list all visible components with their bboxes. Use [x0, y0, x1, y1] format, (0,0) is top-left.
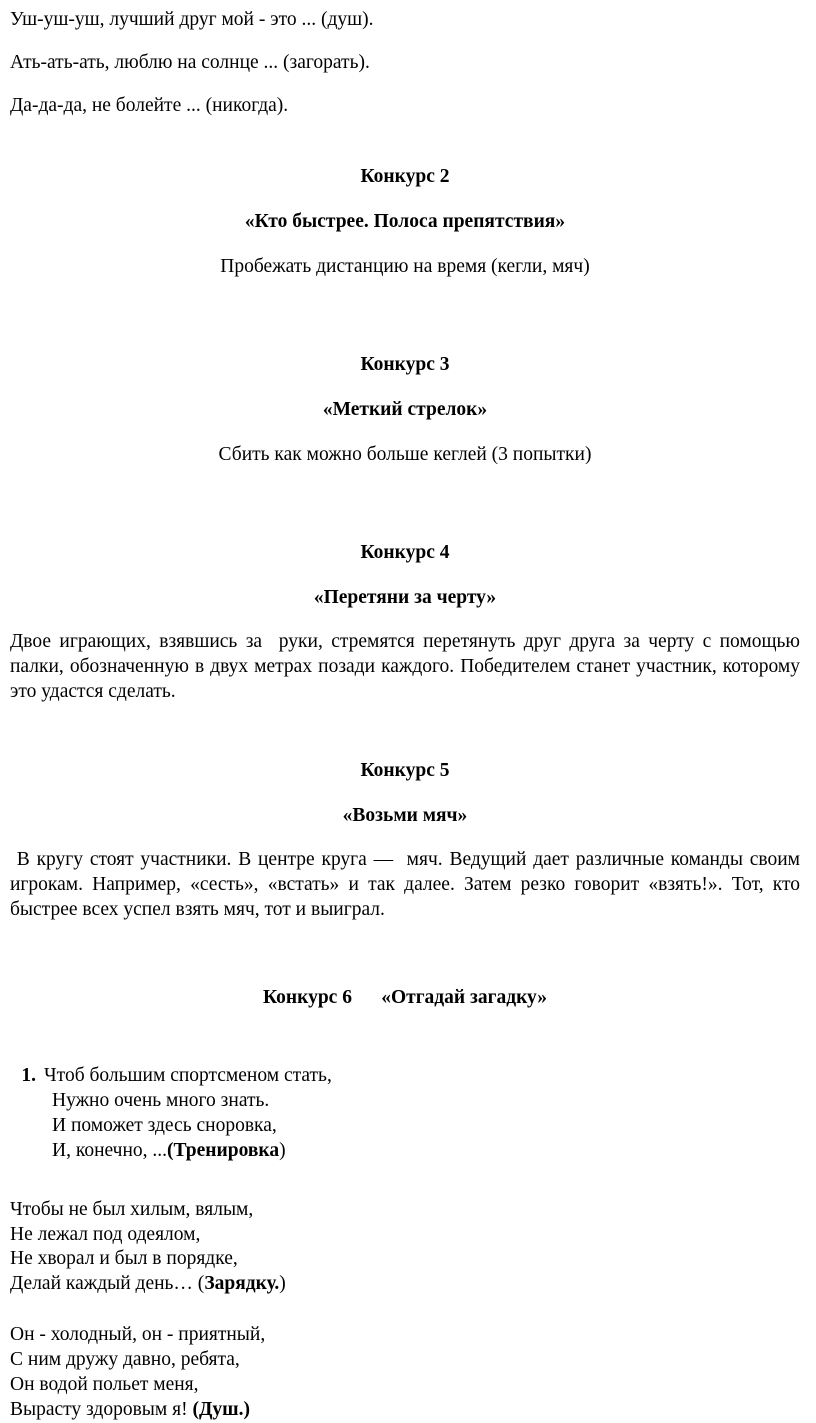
contest-4-title: Конкурс 4 [360, 542, 450, 564]
riddle-2-answer-suffix: ) [279, 1273, 286, 1295]
contest-3-name: «Меткий стрелок» [322, 399, 488, 421]
riddle-3-line-2: С ним дружу давно, ребята, [10, 1349, 240, 1371]
contest-4 [10, 540, 805, 705]
riddle-2-line-1: Чтобы не был хилым, вялым, [10, 1198, 254, 1220]
riddle-3-line-3: Он водой польет меня, [10, 1374, 199, 1396]
riddle-1-answer-prefix: И, конечно, ... [52, 1139, 168, 1161]
riddle-3-line-1: Он - холодный, он - приятный, [10, 1324, 266, 1346]
intro-block [10, 8, 800, 119]
riddle-3 [10, 1323, 800, 1423]
spacer [10, 33, 800, 51]
riddle-1-number: 1. [21, 1065, 36, 1087]
riddle-1-line-2: Нужно очень много знать. [52, 1089, 270, 1111]
contest-6-name: «Отгадай загадку» [381, 986, 548, 1008]
intro-line-1: Уш-уш-уш, лучший друг мой - это ... (душ). [10, 9, 374, 30]
contest-5-description: В кругу стоят участники. В центре круга — мяч. Ведущий дает различные команды своим игрокам. Например, «сесть», «встать» и так далее. Затем резко говорит «взять!». Тот, кто быстрее всех успел взять мяч, тот и выиграл. [10, 849, 805, 921]
contest-5 [10, 758, 805, 923]
spacer [10, 76, 800, 94]
contest-2-title: Конкурс 2 [360, 166, 450, 188]
riddle-1 [10, 1063, 800, 1163]
riddle-1-line-1: Чтоб большим спортсменом стать, [44, 1065, 332, 1087]
spacer [10, 1029, 800, 1063]
spacer [10, 1297, 800, 1323]
spacer [10, 1164, 800, 1198]
spacer [10, 299, 800, 333]
contest-4-description: Двое играющих, взявшись за руки, стремятся перетянуть друг друга за черту с помощью палки, обозначенную в двух метрах позади каждого. Победителем станет участник, которому это удастся сделать. [10, 631, 805, 703]
contest-2 [10, 164, 800, 279]
riddle-3-answer-prefix: Вырасту здоровым я! [10, 1399, 193, 1421]
contest-4-name: «Перетяни за черту» [313, 587, 497, 609]
riddle-1-answer-suffix: ) [279, 1139, 286, 1161]
contest-5-name: «Возьми мяч» [342, 805, 468, 827]
riddle-3-answer: (Душ.) [192, 1399, 250, 1421]
contest-5-title: Конкурс 5 [360, 760, 450, 782]
contest-6-title: Конкурс 6 [262, 986, 352, 1008]
riddle-1-answer: (Тренировка [167, 1139, 280, 1161]
riddle-2-line-3: Не хворал и был в порядке, [10, 1248, 238, 1270]
riddle-2-line-2: Не лежал под одеялом, [10, 1223, 201, 1245]
riddle-1-line-4 [10, 1139, 800, 1164]
riddle-1-line-3: И поможет здесь сноровка, [52, 1114, 277, 1136]
riddle-2-answer: Зарядку. [204, 1273, 280, 1295]
riddle-2 [10, 1198, 800, 1298]
contest-6-spacer [357, 987, 377, 1008]
spacer [10, 923, 800, 965]
intro-line-2: Ать-ать-ать, люблю на солнце ... (загорать). [10, 51, 370, 73]
riddle-1-first-line [10, 1063, 800, 1088]
contest-3 [10, 352, 800, 467]
contest-2-name: «Кто быстрее. Полоса препятствия» [244, 211, 566, 233]
contest-6-heading [10, 985, 800, 1010]
contest-3-title: Конкурс 3 [360, 354, 450, 376]
contest-2-description: Пробежать дистанцию на время (кегли, мяч) [220, 256, 590, 278]
riddle-2-answer-prefix: Делай каждый день… ( [10, 1273, 205, 1295]
spacer [10, 487, 800, 521]
riddle-3-line-4 [10, 1398, 800, 1423]
contest-6 [10, 985, 800, 1010]
contest-3-description: Сбить как можно больше кеглей (3 попытки) [218, 444, 592, 466]
riddle-2-line-4 [10, 1272, 800, 1297]
intro-line-3: Да-да-да, не болейте ... (никогда). [10, 94, 289, 116]
spacer [10, 119, 800, 145]
spacer [10, 705, 800, 739]
